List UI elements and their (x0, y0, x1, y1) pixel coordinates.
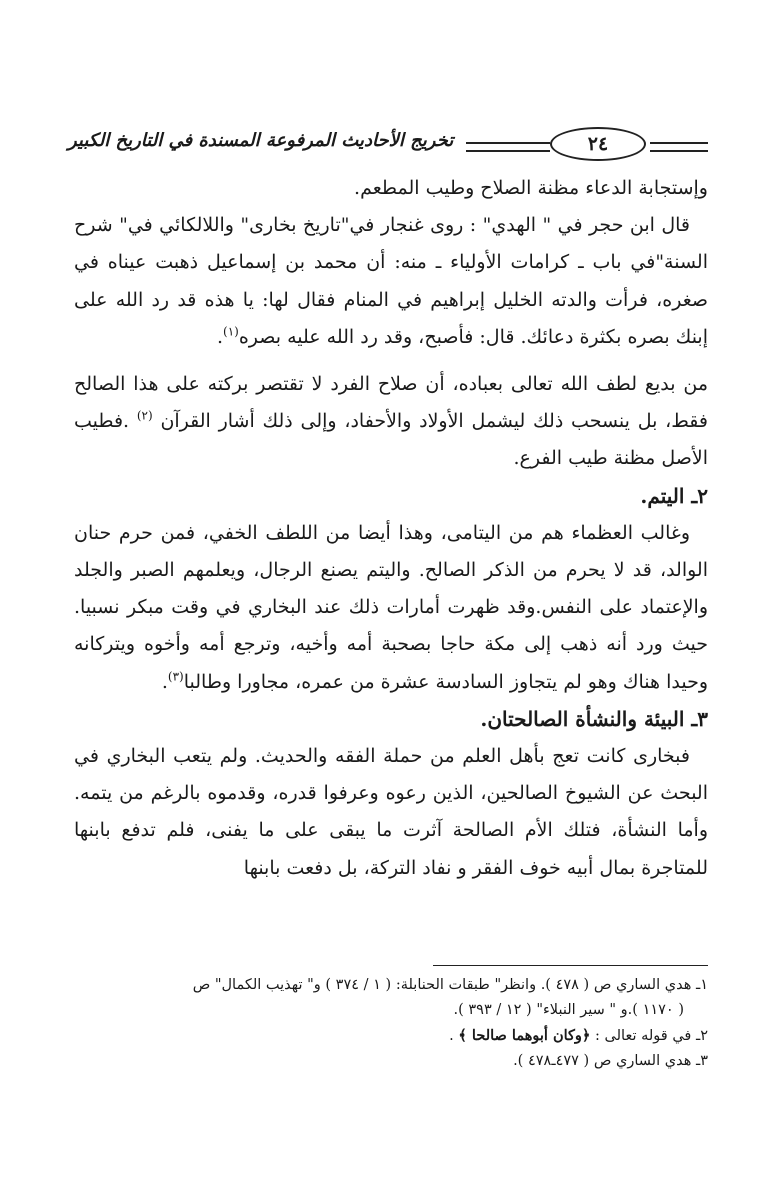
paragraph-end: . (161, 670, 168, 693)
paragraph-text: قال ابن حجر في " الهدي" : روى غنجار في"تاريخ بخارى" واللالكائي في" شرح السنة"في باب ـ كرامات الأولياء ـ منه: أن محمد بن إسماعيل ذهبت عيناه في صغره، فرأت والدته الخليل إبراهيم في المنام فقال لها: يا هذه قد رد الله على إبنك بصره بكثرة دعائك. قال: فأصبح، وقد رد الله عليه بصره (74, 214, 708, 348)
footnote-separator (433, 965, 708, 966)
paragraph (74, 515, 708, 701)
header-rule-right (650, 142, 708, 152)
section-heading-orphanhood: ٢ـ اليتم. (640, 483, 708, 508)
footnote-2 (74, 1023, 708, 1049)
footnote-2-end: . (449, 1028, 454, 1044)
paragraph-end: . (216, 325, 223, 348)
paragraph-text: من بديع لطف الله تعالى بعباده، أن صلاح الفرد لا تقتصر بركته على هذا الصالح فقط، بل ينسحب ذلك ليشمل الأولاد والأحفاد، وإلى ذلك أشار القرآن (74, 373, 708, 433)
quran-quote: ﴿وكان أبوهما صالحا ﴾ (458, 1027, 591, 1044)
paragraph: فبخارى كانت تعج بأهل العلم من حملة الفقه والحديث. ولم يتعب البخاري في البحث عن الشيوخ الصالحين، الذين رعوه وعرفوا قدره، وقدموه بالرغم من يتمه. وأما النشأة، فتلك الأم الصالحة آثرت ما يبقى على ما يفنى، فلم تدفع بابنها للمتاجرة بمال أبيه خوف الفقر و نفاد التركة، بل دفعت بابنها (74, 745, 708, 879)
section-heading-environment: ٣ـ البيئة والنشأة الصالحتان. (480, 706, 708, 731)
footnotes (74, 973, 708, 1074)
footnote-1: ١ـ هدي الساري ص ( ٤٧٨ ). وانظر" طبقات الحنابلة: ( ١ / ٣٧٤ ) و" تهذيب الكمال" ص (192, 977, 708, 993)
paragraph (74, 207, 708, 356)
footnote-ref: (٣) (167, 669, 184, 684)
page-number-oval (550, 127, 646, 161)
footnote-2-prefix: ٢ـ في قوله تعالى : (595, 1028, 708, 1044)
footnote-ref: (١) (223, 324, 239, 339)
footnote-1-continued: ( ١١٧٠ ).و " سير النبلاء" ( ١٢ / ٣٩٣ ). (453, 1002, 684, 1018)
running-header (68, 125, 708, 165)
paragraph (74, 366, 708, 478)
page-number: ٢٤ (587, 133, 609, 155)
main-text (74, 170, 708, 887)
paragraph-end: .فطيب الأصل مظنة طيب الفرع. (74, 410, 708, 470)
paragraph-gap (74, 356, 708, 366)
footnote-3: ٣ـ هدي الساري ص ( ٤٧٧ـ٤٧٨ ). (513, 1053, 708, 1069)
paragraph-text: وغالب العظماء هم من اليتامى، وهذا أيضا من اللطف الخفي، فمن حرم حنان الوالد، قد لا يحرم من الذكر الصالح. واليتم يصنع الرجال، ويعلمهم الصبر والجلد والإعتماد على النفس.وقد ظهرت أمارات ذلك عند البخاري في وقت مبكر نسبيا. حيث ورد أنه ذهب إلى مكة حاجا بصحبة أمه وأخيه، وترجع أمه وأخوه ويتركانه وحيدا هناك وهو لم يتجاوز السادسة عشرة من عمره، مجاورا وطالبا (74, 521, 708, 693)
book-title: تخريج الأحاديث المرفوعة المسندة في التاريخ الكبير (68, 130, 454, 151)
header-rule-left (466, 142, 550, 152)
paragraph: وإستجابة الدعاء مظنة الصلاح وطيب المطعم. (354, 177, 708, 199)
footnote-ref: (٢) (136, 408, 153, 423)
